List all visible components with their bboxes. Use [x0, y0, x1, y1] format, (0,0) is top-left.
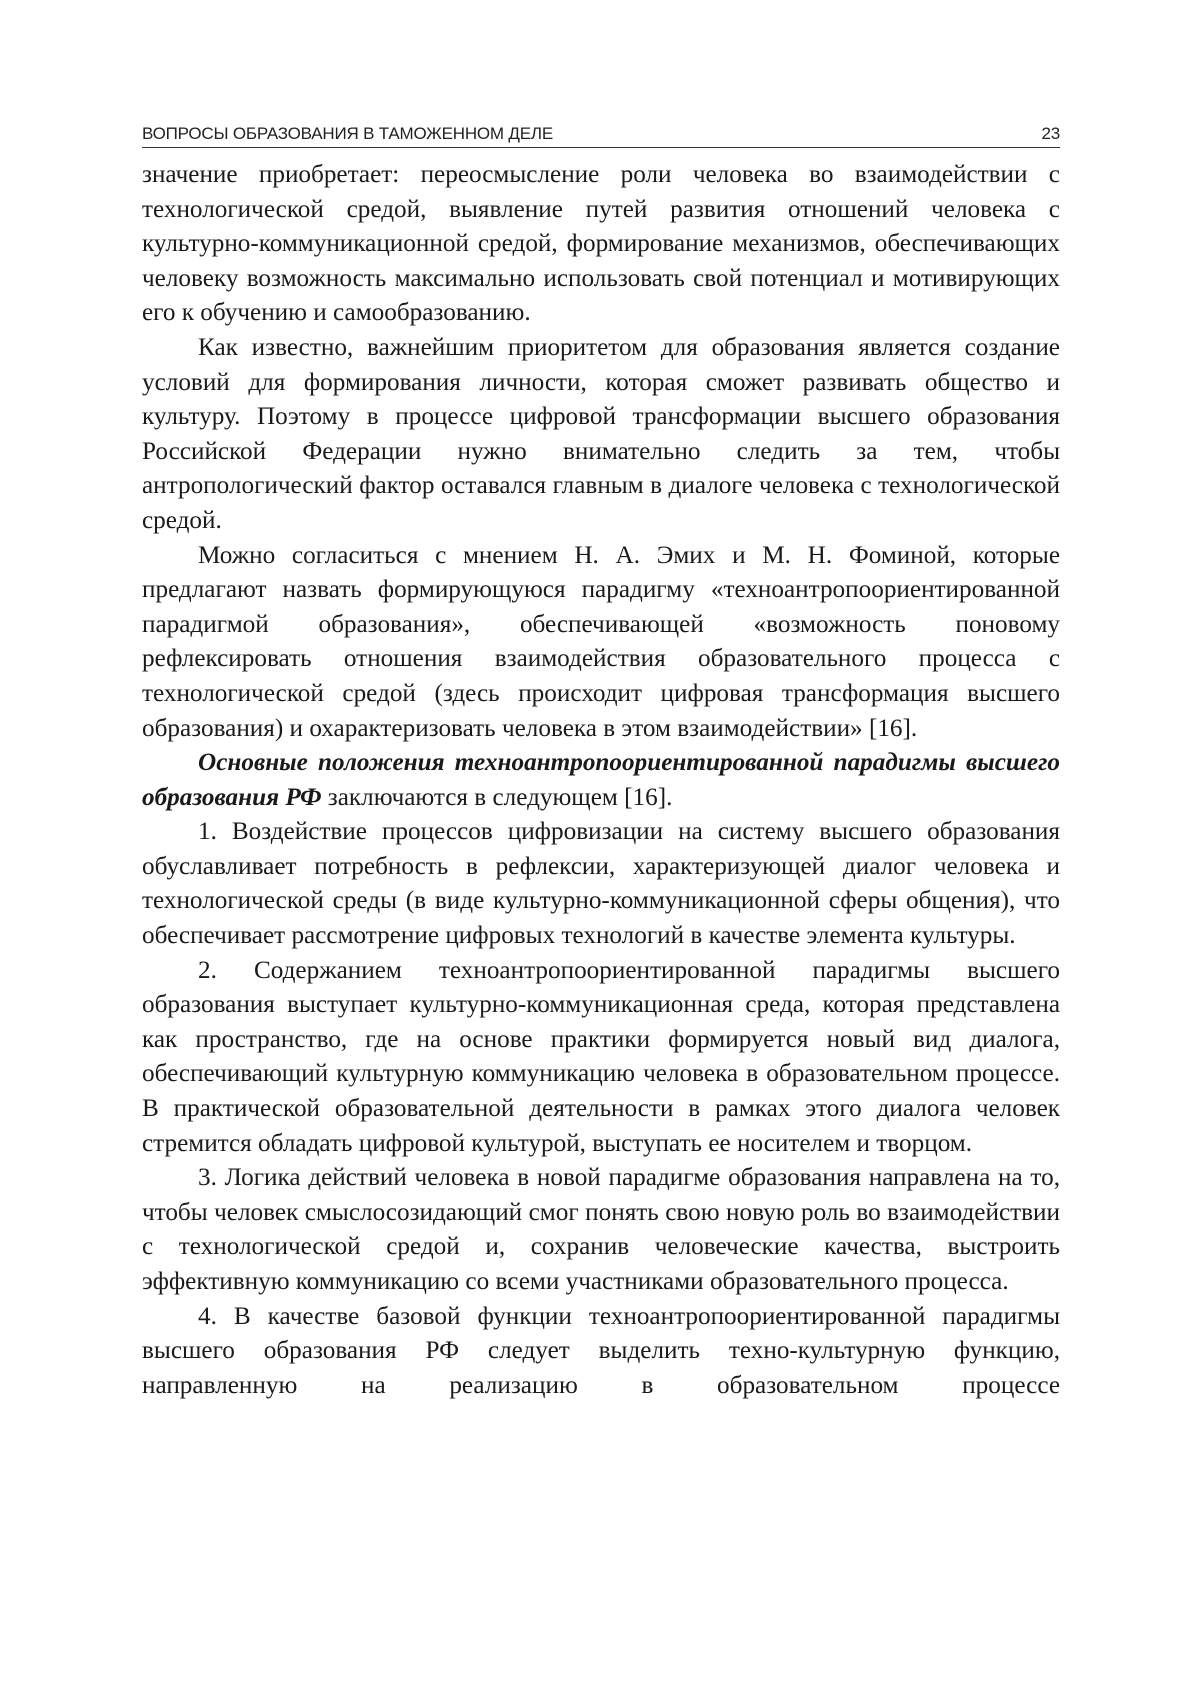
list-item-3: 3. Логика действий человека в новой парадигме образования направлена на то, чтобы человек смыслосозидающий смог понять свою новую роль во взаимодействии с технологической средой и, сохранив человеческие качества, выстроить эффективную коммуникацию со всеми участниками образовательного процесса. — [142, 1164, 1060, 1295]
list-item-4: 4. В качестве базовой функции техноантропоориентированной парадигмы высшего образования РФ следует выделить техно-культурную функцию, направленную на реализацию в образовательном процессе — [142, 1302, 1060, 1399]
body-text — [142, 158, 1060, 1403]
document-page — [142, 124, 1060, 1403]
paragraph-continuation: значение приобретает: переосмысление роли человека во взаимодействии с технологической средой, выявление путей развития отношений человека с культурно-коммуникационной средой, формирование механизмов, обеспечивающих человеку возможность максимально использовать свой потенциал и мотивирующих его к обучению и самообразованию. — [142, 161, 1060, 327]
running-title: ВОПРОСЫ ОБРАЗОВАНИЯ В ТАМОЖЕННОМ ДЕЛЕ — [142, 124, 553, 143]
paragraph-citation: Можно согласиться с мнением Н. А. Эмих и М. Н. Фоминой, которые предлагают назвать формирующуюся парадигму «техноантропоориентированной парадигмой образования», обеспечивающей «возможность поновому рефлексировать отношения взаимодействия образовательного процесса с технологической средой (здесь происходит цифровая трансформация высшего образования) и охарактеризовать человека в этом взаимодействии» [16]. — [142, 541, 1060, 742]
paragraph-priority: Как известно, важнейшим приоритетом для образования является создание условий для формирования личности, которая сможет развивать общество и культуру. Поэтому в процессе цифровой трансформации высшего образования Российской Федерации нужно внимательно следить за тем, чтобы антропологический фактор оставался главным в диалоге человека с технологической средой. — [142, 333, 1060, 534]
paragraph-main-provisions-rest: заключаются в следующем [16]. — [321, 783, 673, 811]
list-item-1: 1. Воздействие процессов цифровизации на систему высшего образования обуславливает потребность в рефлексии, характеризующей диалог человека и технологической среды (в виде культурно-коммуникационной сферы общения), что обеспечивает рассмотрение цифровых технологий в качестве элемента культуры. — [142, 818, 1060, 950]
page-number: 23 — [1041, 124, 1060, 143]
emphasized-heading: Основные положения техноантропоориентированной парадигмы высшего образования РФ — [142, 749, 1060, 811]
running-header — [142, 124, 1060, 148]
paragraph-main-provisions — [142, 746, 1060, 815]
list-item-2: 2. Содержанием техноантропоориентированной парадигмы высшего образования выступает культурно-коммуникационная среда, которая представлена как пространство, где на основе практики формируется новый вид диалога, обеспечивающий культурную коммуникацию человека в образовательном процессе. В практической образовательной деятельности в рамках этого диалога человек стремится обладать цифровой культурой, выступать ее носителем и творцом. — [142, 956, 1060, 1157]
